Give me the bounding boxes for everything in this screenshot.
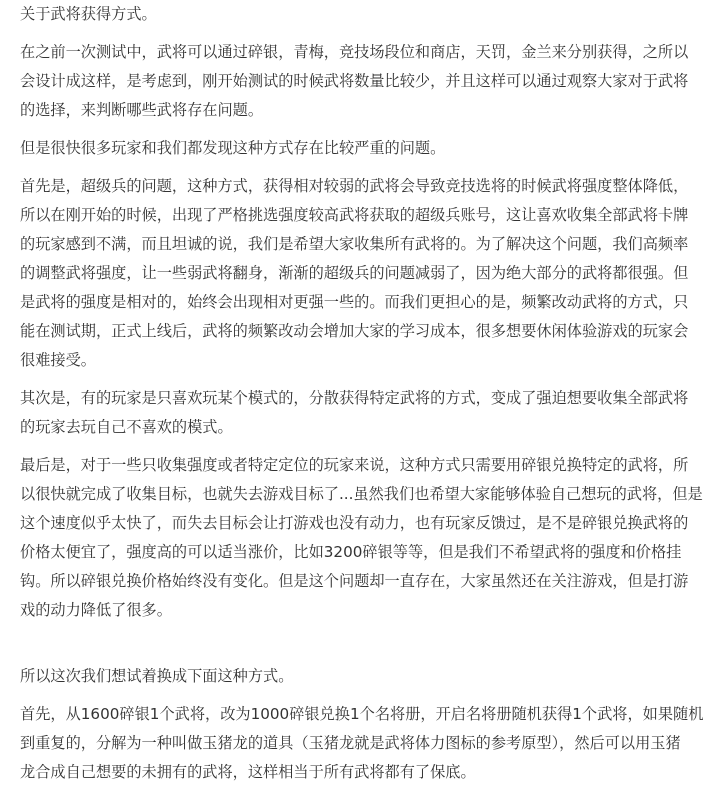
- text-line: 但是很快很多玩家和我们都发现这种方式存在比较严重的问题。: [20, 139, 446, 157]
- text-line: 以很快就完成了收集目标，也就失去游戏目标了...虽然我们也希望大家能够体验自己想玩的武将，但是: [20, 485, 703, 503]
- text-line: 价格太便宜了，强度高的可以适当涨价，比如3200碎银等等，但是我们不希望武将的强度和价格挂: [20, 543, 682, 561]
- text-line: 的玩家感到不满，而且坦诚的说，我们是希望大家收集所有武将的。为了解决这个问题，我们高频率: [20, 235, 689, 253]
- text-line: 很难接受。: [20, 351, 96, 369]
- text-line: 会设计成这样，是考虑到，刚开始测试的时候武将数量比较少，并且这样可以通过观察大家对于武将: [20, 72, 689, 90]
- spacer: [20, 634, 710, 662]
- text-line: 是武将的强度是相对的，始终会出现相对更强一些的。而我们更担心的是，频繁改动武将的方式，只: [20, 293, 689, 311]
- text-line: 能在测试期，正式上线后，武将的频繁改动会增加大家的学习成本，很多想要休闲体验游戏的玩家会: [20, 322, 689, 340]
- paragraph: [20, 38, 710, 125]
- text-line: 其次是，有的玩家是只喜欢玩某个模式的，分散获得特定武将的方式，变成了强迫想要收集全部武将: [20, 389, 689, 407]
- paragraph: [20, 384, 710, 442]
- text-line: 戏的动力降低了很多。: [20, 601, 172, 619]
- text-line: 这个速度似乎太快了，而失去目标会让打游戏也没有动力，也有玩家反馈过，是不是碎银兑换武将的: [20, 514, 689, 532]
- paragraph: [20, 172, 710, 375]
- paragraph: [20, 700, 710, 787]
- paragraph: [20, 451, 710, 625]
- paragraph: [20, 662, 710, 691]
- text-line: 首先，从1600碎银1个武将，改为1000碎银兑换1个名将册，开启名将册随机获得1个武将，如果随机: [20, 705, 704, 723]
- text-line: 最后是，对于一些只收集强度或者特定定位的玩家来说，这种方式只需要用碎银兑换特定的武将，所: [20, 456, 689, 474]
- text-line: 的选择，来判断哪些武将存在问题。: [20, 101, 263, 119]
- text-line: 龙合成自己想要的未拥有的武将，这样相当于所有武将都有了保底。: [20, 763, 476, 781]
- text-line: 的玩家去玩自己不喜欢的模式。: [20, 418, 233, 436]
- text-line: 所以这次我们想试着换成下面这种方式。: [20, 667, 294, 685]
- text-line: 所以在刚开始的时候，出现了严格挑选强度较高武将获取的超级兵账号，这让喜欢收集全部武将卡牌: [20, 206, 689, 224]
- article-title: 关于武将获得方式。: [20, 5, 157, 23]
- paragraph: [20, 134, 710, 163]
- text-line: 钩。所以碎银兑换价格始终没有变化。但是这个问题却一直存在，大家虽然还在关注游戏，但是打游: [20, 572, 689, 590]
- article: [20, 0, 710, 796]
- text-line: 在之前一次测试中，武将可以通过碎银，青梅，竞技场段位和商店，天罚，金兰来分别获得，之所以: [20, 43, 689, 61]
- text-line: 首先是，超级兵的问题，这种方式，获得相对较弱的武将会导致竞技选将的时候武将强度整体降低，: [20, 177, 689, 195]
- text-line: 到重复的，分解为一种叫做玉猪龙的道具（玉猪龙就是武将体力图标的参考原型），然后可以用玉猪: [20, 734, 681, 752]
- text-line: 的调整武将强度，让一些弱武将翻身，渐渐的超级兵的问题减弱了，因为绝大部分的武将都很强。但: [20, 264, 689, 282]
